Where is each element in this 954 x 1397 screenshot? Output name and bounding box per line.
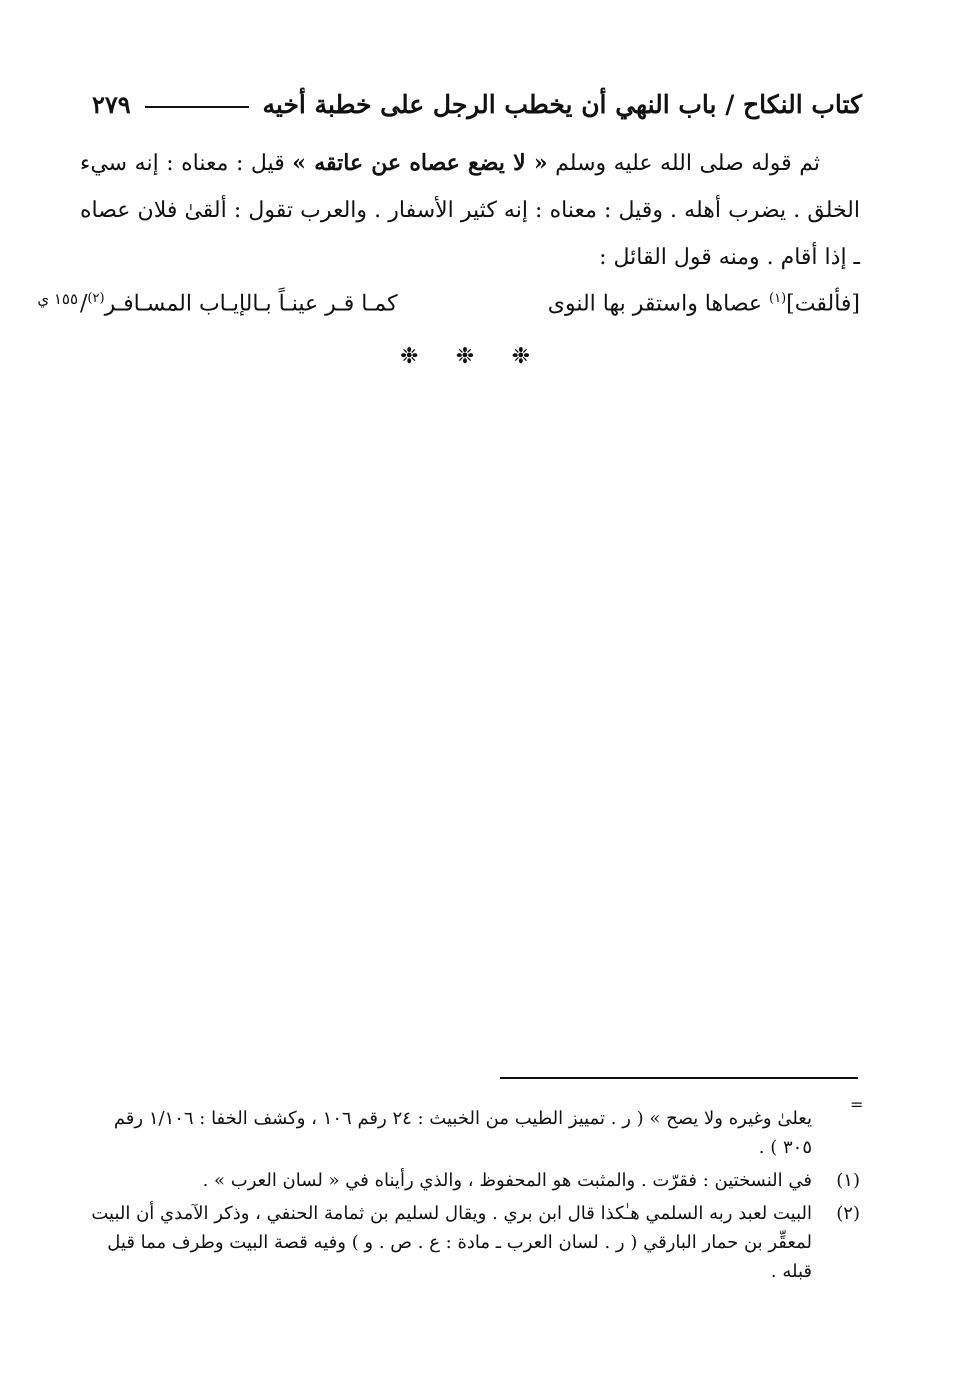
running-header — [92, 84, 862, 124]
footnote-ref-2: (٢) — [87, 291, 105, 307]
verse-text: عصاها واستقر بها النوى — [547, 291, 763, 317]
section-divider — [400, 344, 530, 369]
header-rule — [145, 106, 249, 108]
asterism-icon: ❉ — [400, 344, 419, 369]
footnote-text: في النسختين : فقرّت . والمثبت هو المحفوظ ، والذي رأيناه في « لسان العرب » . — [202, 1170, 812, 1191]
footnote-number: (٢) — [836, 1203, 860, 1224]
verse-second-hemistich — [80, 291, 398, 316]
page-break-mark: / — [80, 291, 88, 317]
footnote-number: (١) — [836, 1170, 860, 1191]
paragraph — [80, 140, 860, 281]
poetry-verse — [80, 284, 860, 324]
verse-text: كمـا قـر عينـاً بـالإيـاب المسـافـر — [104, 291, 398, 317]
verse-bracket-word: [فألقت] — [786, 291, 860, 317]
footnote-ref-1: (١) — [769, 291, 787, 307]
verse-first-hemistich — [548, 291, 860, 316]
page-number: ٢٧٩ — [92, 89, 131, 119]
margin-note: ١٥٥ ي — [37, 290, 78, 308]
footnotes — [80, 1104, 860, 1286]
paragraph-text: ثم قوله صلى الله عليه وسلم — [555, 151, 820, 176]
continuation-mark: = — [850, 1095, 864, 1114]
asterism-icon: ❉ — [455, 344, 475, 369]
footnote-text: البيت لعبد ربه السلمي هـٰكذا قال ابن بري . ويقال لسليم بن ثمامة الحنفي ، وذكر الآمدي أن البيت لمعقِّر بن حمار البارقي ( ر . لسان العرب ـ مادة : ع . ص . و ) وفيه قصة البيت وطرف مما قيل قبله . — [91, 1203, 812, 1282]
header-title: كتاب النكاح / باب النهي أن يخطب الرجل على خطبة أخيه — [262, 89, 862, 119]
footnote-continuation: يعلىٰ وغيره ولا يصح » ( ر . تمييز الطيب من الخبيث : ٢٤ رقم ١٠٦ ، وكشف الخفا : ١/١٠٦ رقم ٣٠٥ ) . — [113, 1108, 812, 1158]
paragraph-text: قيل : معناه : إنه سيء الخلق . يضرب أهله . وقيل : معناه : إنه كثير الأسفار . والعرب تقول : ألقىٰ فلان عصاه ـ إذا أقام . ومنه قول القائل : — [80, 151, 860, 270]
hadith-quote: « لا يضع عصاه عن عاتقه » — [292, 150, 548, 176]
footnote-separator — [500, 1077, 858, 1079]
footnote-item — [80, 1166, 860, 1195]
asterism-icon: ❉ — [511, 344, 530, 369]
main-text — [80, 140, 860, 281]
footnote-item — [80, 1199, 860, 1286]
